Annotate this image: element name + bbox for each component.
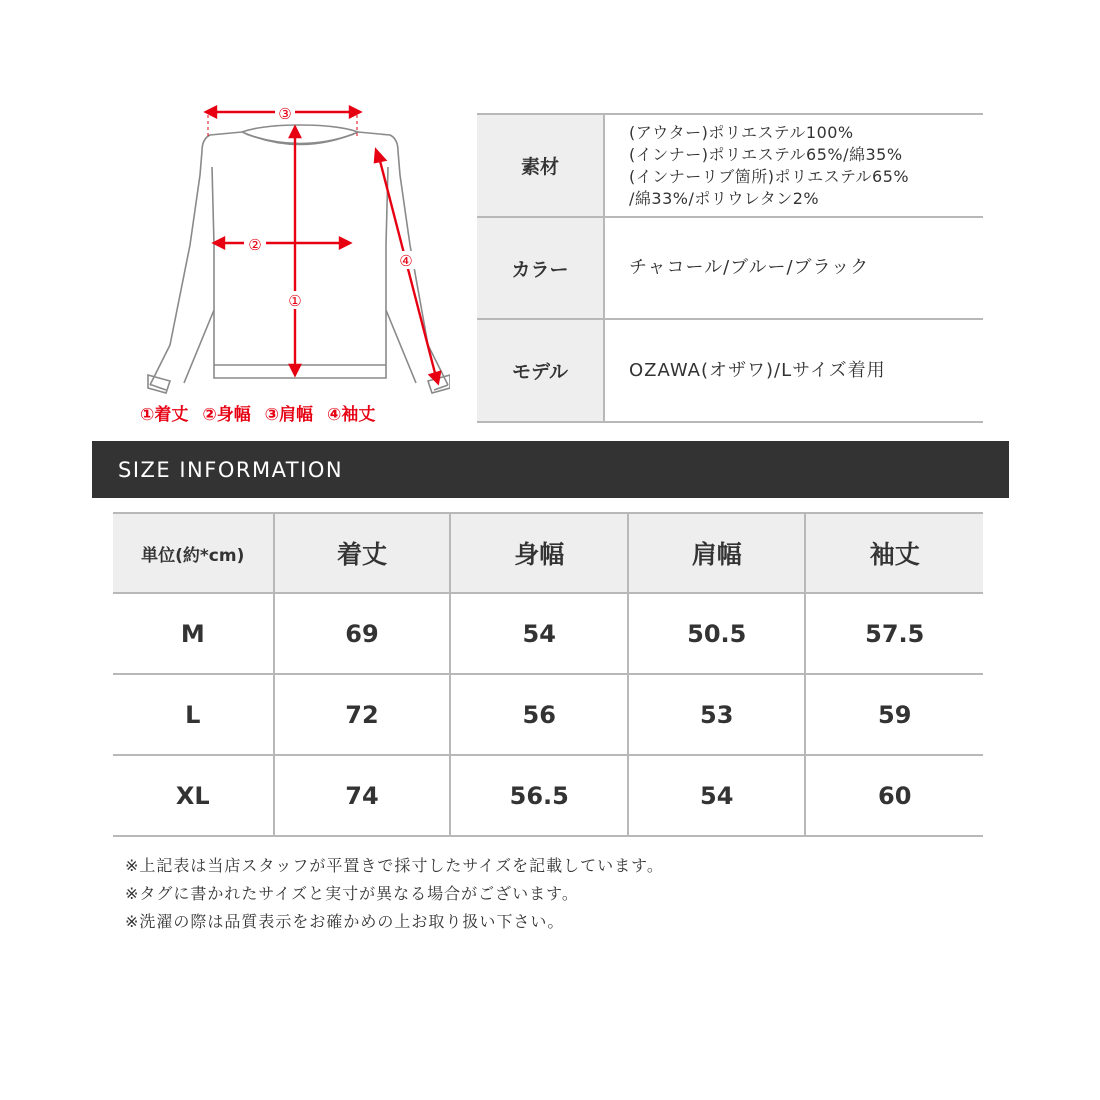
measurement-legend: [140, 400, 440, 430]
material-line: (アウター)ポリエステル100%: [629, 122, 854, 142]
table-cell: 57.5: [805, 593, 983, 674]
unit-label: 単位(約*cm): [113, 513, 274, 593]
section-title: SIZE INFORMATION: [118, 457, 344, 482]
legend-item: ②身幅: [202, 405, 251, 425]
table-row: [113, 755, 983, 836]
marker-4: ④: [399, 252, 413, 270]
marker-1: ①: [288, 292, 302, 310]
product-spec-table: [477, 113, 983, 423]
material-line: (インナーリブ箇所)ポリエステル65%: [629, 166, 910, 186]
table-cell: 54: [450, 593, 628, 674]
column-header: 袖丈: [805, 513, 983, 593]
material-line: (インナー)ポリエステル65%/綿35%: [629, 144, 903, 164]
spec-row-model: [477, 320, 983, 423]
table-cell: 50.5: [628, 593, 806, 674]
table-cell: 59: [805, 674, 983, 755]
marker-3: ③: [278, 105, 292, 123]
table-cell: 60: [805, 755, 983, 836]
marker-2: ②: [248, 236, 262, 254]
table-cell: 69: [274, 593, 451, 674]
legend-item: ③肩幅: [264, 405, 314, 425]
table-cell: 56.5: [450, 755, 628, 836]
table-cell: 56: [450, 674, 628, 755]
table-row: [113, 593, 983, 674]
size-label: M: [113, 593, 274, 674]
table-cell: 72: [274, 674, 451, 755]
spec-label: カラー: [477, 218, 605, 318]
spec-label: モデル: [477, 320, 605, 421]
sweatshirt-outline-icon: [130, 95, 450, 435]
note-line: ※上記表は当店スタッフが平置きで採寸したサイズを記載しています。: [125, 856, 664, 875]
column-header: 着丈: [274, 513, 451, 593]
size-label: L: [113, 674, 274, 755]
legend-item: ①着丈: [140, 405, 189, 425]
column-header: 肩幅: [628, 513, 806, 593]
column-header: 身幅: [450, 513, 628, 593]
spec-row-color: [477, 218, 983, 320]
spec-value-color: チャコール/ブルー/ブラック: [629, 257, 870, 278]
size-information-header: [92, 441, 1009, 498]
spec-label: 素材: [477, 115, 605, 216]
table-cell: 74: [274, 755, 451, 836]
note-line: ※洗濯の際は品質表示をお確かめの上お取り扱い下さい。: [125, 912, 565, 931]
note-line: ※タグに書かれたサイズと実寸が異なる場合がございます。: [125, 884, 579, 903]
table-cell: 53: [628, 674, 806, 755]
table-row: [113, 674, 983, 755]
size-table: [113, 512, 983, 837]
table-cell: 54: [628, 755, 806, 836]
spec-value-material: [605, 115, 983, 216]
legend-item: ④袖丈: [326, 405, 376, 425]
spec-row-material: [477, 115, 983, 218]
size-label: XL: [113, 755, 274, 836]
measurement-diagram: [130, 95, 450, 435]
spec-value-model: OZAWA(オザワ)/Lサイズ着用: [629, 359, 886, 381]
material-line: /綿33%/ポリウレタン2%: [629, 188, 820, 208]
notes: [125, 852, 985, 936]
size-table-header: [113, 513, 983, 593]
